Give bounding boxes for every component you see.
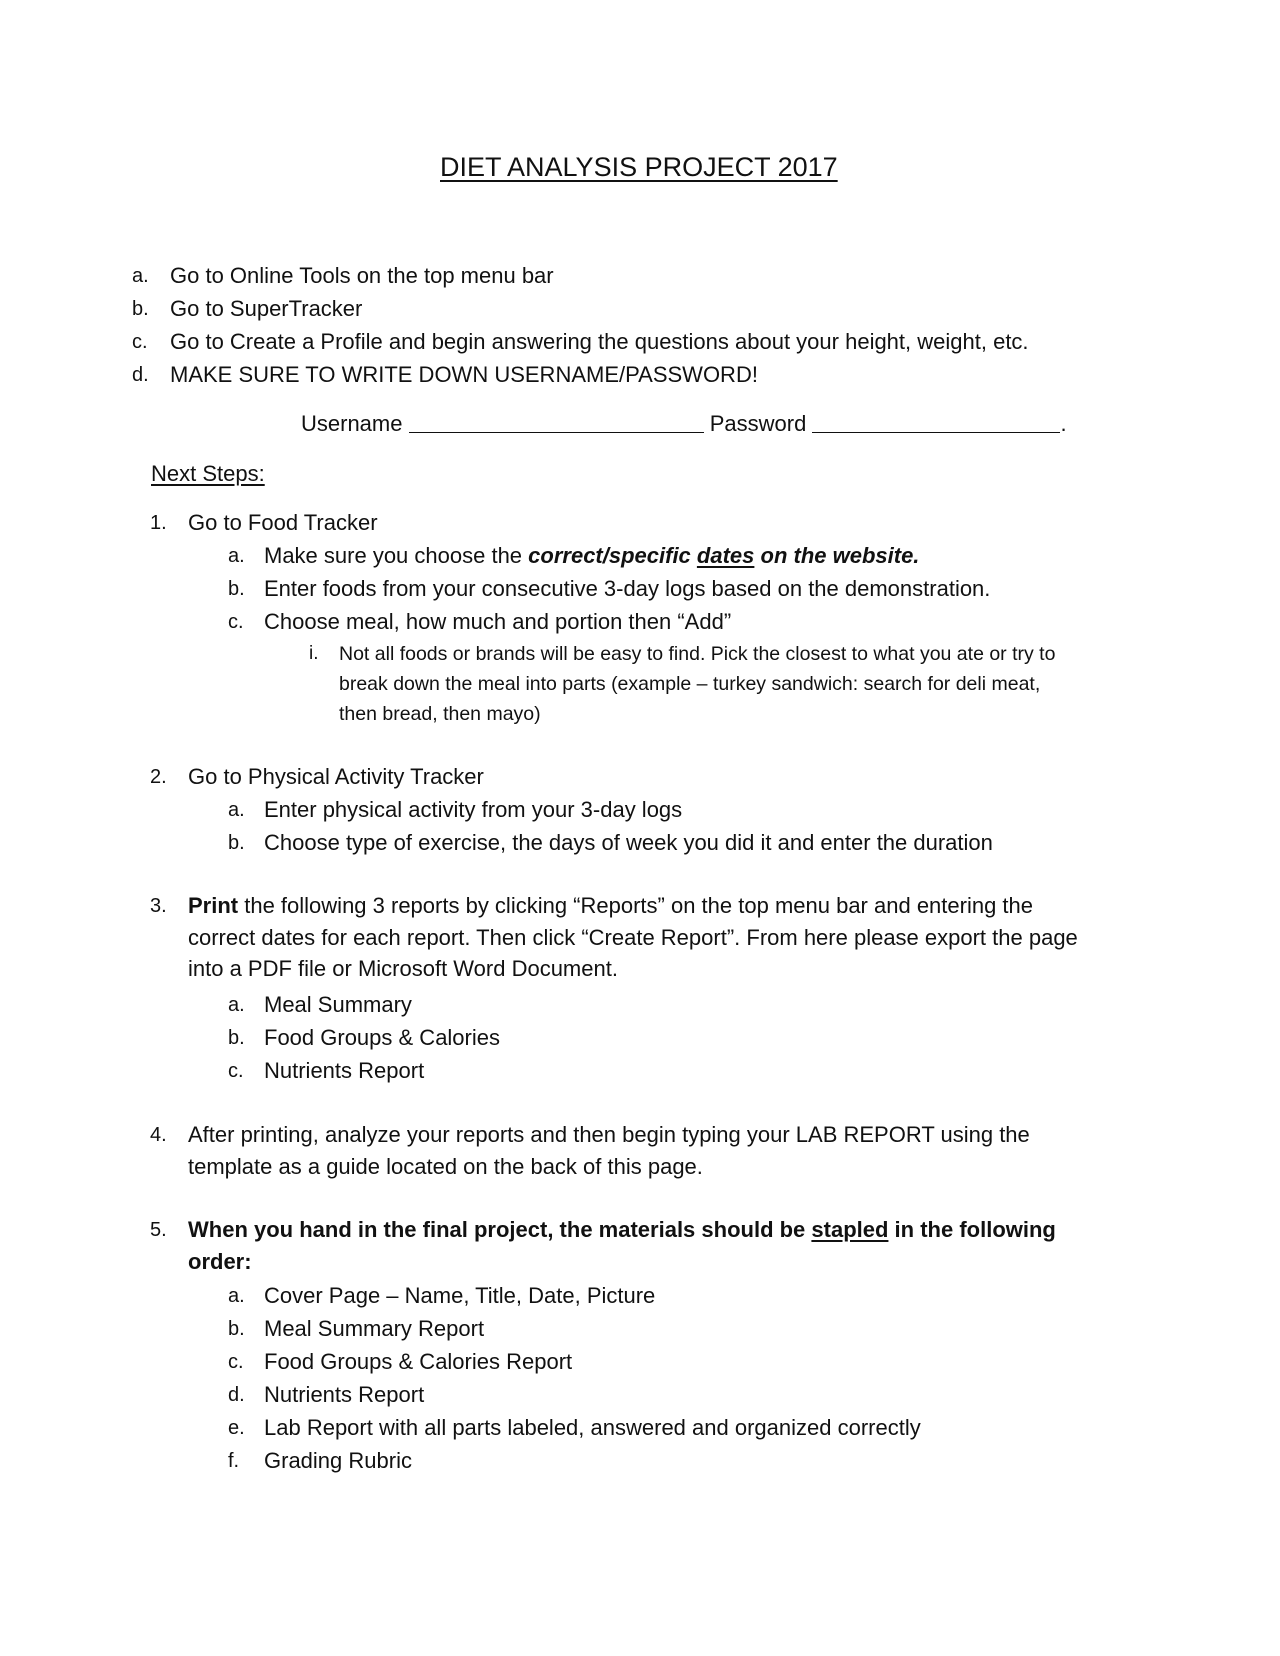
list-marker: d. <box>228 1384 245 1406</box>
list-text: Meal Summary <box>264 992 412 1017</box>
list-marker: f. <box>228 1450 240 1472</box>
step-number: 3. <box>150 895 167 917</box>
next-steps-heading: Next Steps: <box>151 461 265 486</box>
note-line: break down the meal into parts (example – turkey sandwich: search for deli meat, <box>339 673 1041 695</box>
step-text: After printing, analyze your reports and then begin typing your LAB REPORT using the <box>188 1122 1030 1147</box>
list-text: MAKE SURE TO WRITE DOWN USERNAME/PASSWORD! <box>170 362 758 387</box>
list-text: Nutrients Report <box>264 1058 425 1083</box>
list-marker: i. <box>309 643 319 664</box>
list-text: Choose meal, how much and portion then “Add” <box>264 609 732 634</box>
step-text: Go to Physical Activity Tracker <box>188 764 484 789</box>
step-text: the following 3 reports by clicking “Reports” on the top menu bar and entering the <box>238 893 1034 918</box>
list-marker: b. <box>132 298 149 320</box>
list-marker: c. <box>132 331 148 353</box>
list-marker: a. <box>228 545 245 567</box>
step-text: in the following <box>888 1217 1056 1242</box>
list-marker: e. <box>228 1417 245 1439</box>
list-marker: a. <box>228 994 245 1016</box>
list-marker: d. <box>132 364 149 386</box>
step-number: 5. <box>150 1219 167 1241</box>
list-marker: a. <box>132 265 149 287</box>
username-blank[interactable] <box>409 412 704 433</box>
step-text: into a PDF file or Microsoft Word Document. <box>188 956 618 981</box>
note-line: Not all foods or brands will be easy to find. Pick the closest to what you ate or try to <box>339 643 1056 665</box>
list-marker: b. <box>228 578 245 600</box>
step-underlined-text: stapled <box>811 1217 889 1242</box>
list-text: Nutrients Report <box>264 1382 425 1407</box>
list-marker: a. <box>228 1285 245 1307</box>
step-text: order: <box>188 1249 252 1274</box>
list-marker: b. <box>228 832 245 854</box>
list-text: Go to Create a Profile and begin answering the questions about your height, weight, etc. <box>170 329 1029 354</box>
username-label: Username <box>301 411 403 436</box>
credentials-line <box>301 410 1067 438</box>
list-text: Go to Online Tools on the top menu bar <box>170 263 554 288</box>
step-number: 4. <box>150 1124 167 1146</box>
list-text: Enter physical activity from your 3-day logs <box>264 797 683 822</box>
password-blank[interactable] <box>812 412 1060 433</box>
list-marker: c. <box>228 1060 244 1082</box>
list-marker: b. <box>228 1318 245 1340</box>
page-title: DIET ANALYSIS PROJECT 2017 <box>440 152 838 182</box>
step-text: correct dates for each report. Then click “Create Report”. From here please export the page <box>188 925 1078 950</box>
step-text: Go to Food Tracker <box>188 510 378 535</box>
list-marker: b. <box>228 1027 245 1049</box>
list-marker: c. <box>228 1351 244 1373</box>
list-text: Meal Summary Report <box>264 1316 485 1341</box>
step-number: 1. <box>150 512 167 534</box>
emphasis-text: correct/specific <box>528 543 697 568</box>
step-number: 2. <box>150 766 167 788</box>
note-line: then bread, then mayo) <box>339 703 541 725</box>
step-text: When you hand in the final project, the materials should be <box>188 1217 812 1242</box>
list-text: Choose type of exercise, the days of week you did it and enter the duration <box>264 830 993 855</box>
end-period: . <box>1060 411 1067 436</box>
list-marker: a. <box>228 799 245 821</box>
list-text: Enter foods from your consecutive 3-day logs based on the demonstration. <box>264 576 991 601</box>
list-text: Lab Report with all parts labeled, answered and organized correctly <box>264 1415 921 1440</box>
password-label: Password <box>709 411 807 436</box>
emphasis-underlined-text: dates <box>696 543 755 568</box>
list-text: Make sure you choose the <box>264 543 529 568</box>
list-marker: c. <box>228 611 244 633</box>
list-text: Go to SuperTracker <box>170 296 363 321</box>
step-bold-lead: Print <box>188 893 239 918</box>
list-text: Grading Rubric <box>264 1448 412 1473</box>
list-text: Food Groups & Calories <box>264 1025 500 1050</box>
list-text: Food Groups & Calories Report <box>264 1349 573 1374</box>
list-text: Cover Page – Name, Title, Date, Picture <box>264 1283 656 1308</box>
emphasis-text: on the website. <box>754 543 920 568</box>
step-text: template as a guide located on the back of this page. <box>188 1154 703 1179</box>
